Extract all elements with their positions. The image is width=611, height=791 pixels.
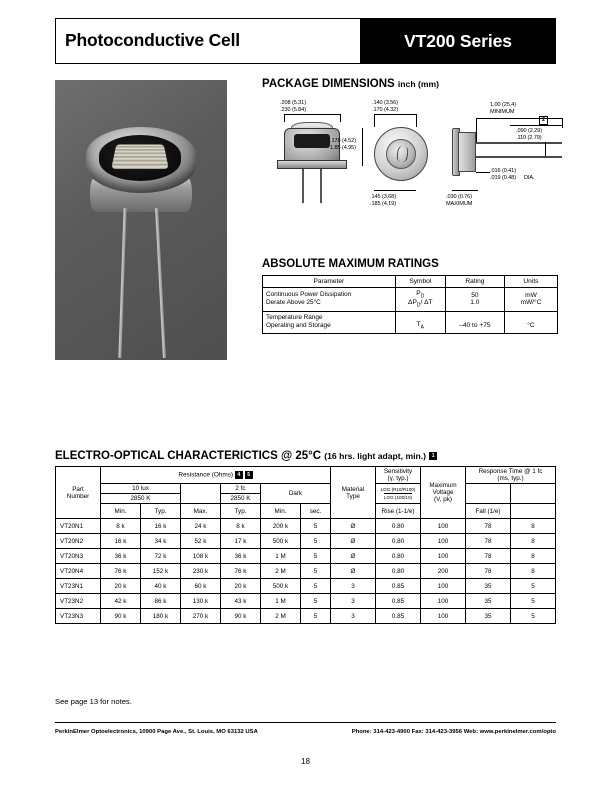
dim-label-lead-dia-1: .016 (0.41) bbox=[490, 168, 516, 174]
eoc-cell-typ2fc: 76 k bbox=[221, 564, 261, 579]
eoc-cell-material: 3 bbox=[331, 594, 376, 609]
eoc-cell-gamma: 0.80 bbox=[376, 549, 421, 564]
eoc-cell-typ10: 40 k bbox=[141, 579, 181, 594]
eoc-header-2fc-line1: 2 fc bbox=[235, 485, 246, 492]
table-row bbox=[56, 594, 556, 609]
eoc-cell-typ10: 152 k bbox=[141, 564, 181, 579]
abs-max-units-power-line2: mW/°C bbox=[520, 299, 542, 307]
pkg-lead-pin-b bbox=[320, 169, 322, 203]
dim-label-length-1: 1.00 (25.4) bbox=[490, 102, 516, 108]
eoc-header-material-line2: Type bbox=[346, 492, 360, 500]
abs-max-header-symbol: Symbol bbox=[395, 276, 445, 288]
footer-divider bbox=[55, 722, 556, 723]
eoc-header-part-line1: Part bbox=[72, 485, 84, 493]
eoc-cell-min10: 20 k bbox=[101, 579, 141, 594]
eoc-header-resistance bbox=[101, 467, 331, 484]
eoc-cell-voltage: 100 bbox=[421, 549, 466, 564]
pkg-side-lead-b bbox=[476, 156, 562, 158]
page-footer bbox=[55, 729, 556, 735]
eoc-header-part bbox=[56, 467, 101, 519]
eoc-header-response-spacer bbox=[466, 484, 511, 504]
eoc-cell-rise: 35 bbox=[466, 594, 511, 609]
abs-max-param-temp bbox=[263, 311, 396, 333]
eoc-sub-header-row bbox=[56, 484, 556, 494]
footer-address: PerkinElmer Optoelectronics, 10900 Page Ave., St. Louis, MO 63132 USA bbox=[55, 729, 258, 735]
eoc-cell-darkmin: 500 k bbox=[261, 534, 301, 549]
eoc-col-header-max10: Max. bbox=[181, 504, 221, 519]
abs-max-symbol-power-line1: $P_D$ bbox=[416, 290, 425, 300]
eoc-cell-part: VT20N4 bbox=[56, 564, 101, 579]
eoc-cell-rise: 78 bbox=[466, 549, 511, 564]
package-note-marker: 2 bbox=[539, 116, 548, 125]
dim-label-bottom-1: .145 (3.68) bbox=[370, 194, 396, 200]
page-number: 18 bbox=[301, 757, 310, 766]
abs-max-table bbox=[262, 275, 558, 334]
eoc-cell-typ2fc: 90 k bbox=[221, 609, 261, 624]
dim-line-bottom-right bbox=[452, 190, 478, 191]
eoc-cell-typ2fc: 8 k bbox=[221, 519, 261, 534]
abs-max-units-power bbox=[504, 288, 557, 312]
eoc-cell-part: VT23N2 bbox=[56, 594, 101, 609]
eoc-header-maxvoltage bbox=[421, 467, 466, 519]
abs-max-row-temp bbox=[263, 311, 558, 333]
eoc-cell-voltage: 100 bbox=[421, 579, 466, 594]
eoc-cell-min10: 42 k bbox=[101, 594, 141, 609]
page-title: Photoconductive Cell bbox=[65, 30, 240, 50]
eoc-header-maxvoltage-line3: (V, pk) bbox=[434, 496, 452, 503]
dim-line-spacing-ext bbox=[510, 125, 562, 126]
eoc-cell-typ10: 34 k bbox=[141, 534, 181, 549]
page-header bbox=[55, 18, 556, 64]
eoc-cell-darksec: 5 bbox=[301, 549, 331, 564]
eoc-header-resistance-text: Resistance (Ohms) bbox=[178, 471, 234, 479]
pkg-leads-left bbox=[298, 169, 326, 203]
eoc-cell-material: Ø bbox=[331, 519, 376, 534]
eoc-header-sensitivity-line1: Sensitivity bbox=[383, 468, 413, 475]
eoc-header-10lux-line1: 10 lux bbox=[132, 485, 149, 492]
abs-max-units-temp-line1: °C bbox=[527, 321, 535, 329]
dim-line-top-mid bbox=[374, 114, 416, 115]
eoc-header-2fc-temp bbox=[221, 494, 261, 504]
abs-max-header-parameter: Parameter bbox=[263, 276, 396, 288]
eoc-header-dark-text: Dark bbox=[288, 490, 303, 497]
eoc-cell-rise: 78 bbox=[466, 519, 511, 534]
eoc-cell-darksec: 5 bbox=[301, 579, 331, 594]
eoc-cell-fall: 8 bbox=[511, 564, 556, 579]
eoc-cell-material: Ø bbox=[331, 549, 376, 564]
dim-label-bottom-2: .185 (4.19) bbox=[370, 201, 396, 207]
dim-label-spacing-1: .090 (2.29) bbox=[516, 128, 542, 134]
pkg-lead-pin-a bbox=[302, 169, 304, 203]
dim-label-top-left-1: .208 (5.31) bbox=[280, 100, 306, 106]
eoc-cell-rise: 78 bbox=[466, 564, 511, 579]
pkg-flange bbox=[277, 160, 347, 169]
eoc-header-response-line1: Response Time @ 1 fc bbox=[478, 468, 543, 475]
dim-label-lead-dia-2: .019 (0.48) bbox=[490, 175, 516, 181]
photo-lead-1 bbox=[118, 208, 126, 358]
pkg-can-window bbox=[294, 134, 330, 148]
eoc-col-header-darkmin: Min. bbox=[261, 504, 301, 519]
abs-max-table-wrap bbox=[262, 275, 558, 334]
eoc-title-sub: (16 hrs. light adapt, min.) bbox=[324, 451, 426, 461]
series-name: VT200 Series bbox=[404, 31, 512, 51]
eoc-cell-darksec: 5 bbox=[301, 564, 331, 579]
abs-max-rating-temp bbox=[445, 311, 504, 333]
package-dimensions-units: inch (mm) bbox=[397, 79, 439, 89]
dim-line-top-left bbox=[284, 114, 340, 115]
dim-label-height-1: .178 (4.52) bbox=[330, 138, 356, 144]
eoc-cell-min10: 36 k bbox=[101, 549, 141, 564]
dim-tick-mid-2 bbox=[416, 114, 417, 127]
dim-tick-mid-1 bbox=[374, 114, 375, 127]
eoc-cell-gamma: 0.85 bbox=[376, 594, 421, 609]
eoc-cell-darksec: 5 bbox=[301, 519, 331, 534]
eoc-cell-fall: 5 bbox=[511, 579, 556, 594]
eoc-cell-material: 3 bbox=[331, 609, 376, 624]
eoc-header-part-line2: Number bbox=[66, 492, 90, 500]
eoc-cell-typ2fc: 43 k bbox=[221, 594, 261, 609]
notes-reference: See page 13 for notes. bbox=[55, 697, 132, 706]
eoc-header-response-spacer2 bbox=[511, 484, 556, 504]
abs-max-units-temp bbox=[504, 311, 557, 333]
dim-line-bottom-left bbox=[374, 190, 416, 191]
dim-label-top-mid-2: .170 (4.32) bbox=[372, 107, 398, 113]
eoc-cell-fall: 5 bbox=[511, 609, 556, 624]
pkg-side-body bbox=[458, 132, 476, 172]
table-row bbox=[56, 519, 556, 534]
eoc-table bbox=[55, 466, 556, 624]
abs-max-param-power bbox=[263, 288, 396, 312]
abs-max-rating-power-line1: 50 bbox=[471, 292, 479, 300]
eoc-col-header-rise: Rise (1-1/e) bbox=[376, 504, 421, 519]
abs-max-symbol-power bbox=[395, 288, 445, 312]
dim-tick-left-1 bbox=[284, 114, 285, 122]
eoc-header-response-line2: (ms, typ.) bbox=[497, 475, 524, 482]
eoc-cell-darkmin: 200 k bbox=[261, 519, 301, 534]
dim-line-length bbox=[476, 118, 562, 119]
eoc-header-dark bbox=[261, 484, 331, 504]
eoc-cell-min10: 76 k bbox=[101, 564, 141, 579]
abs-max-param-temp-line2: Operating and Storage bbox=[266, 322, 331, 330]
abs-max-symbol-power-line2: $\Delta P_D/$ ΔT bbox=[408, 299, 433, 309]
eoc-header-10lux bbox=[101, 484, 181, 494]
eoc-col-header-darksec: sec. bbox=[301, 504, 331, 519]
eoc-cell-max10: 24 k bbox=[181, 519, 221, 534]
dim-tick-len-1 bbox=[476, 118, 477, 142]
eoc-table-wrap bbox=[55, 466, 556, 624]
eoc-header-2fc bbox=[221, 484, 261, 494]
eoc-cell-fall: 8 bbox=[511, 519, 556, 534]
eoc-cell-darkmin: 500 k bbox=[261, 579, 301, 594]
eoc-cell-typ2fc: 17 k bbox=[221, 534, 261, 549]
eoc-cell-darkmin: 2 M bbox=[261, 564, 301, 579]
eoc-cell-typ10: 180 k bbox=[141, 609, 181, 624]
abs-max-symbol-temp-line1: $T_A$ bbox=[416, 320, 424, 330]
eoc-col-header-min10: Min. bbox=[101, 504, 141, 519]
eoc-cell-darksec: 5 bbox=[301, 609, 331, 624]
table-row bbox=[56, 534, 556, 549]
dim-label-height-2: 1.85 (4.95) bbox=[330, 145, 356, 151]
eoc-cell-gamma: 0.80 bbox=[376, 564, 421, 579]
eoc-cell-fall: 8 bbox=[511, 549, 556, 564]
eoc-header-resistance-marker-4: 4 bbox=[235, 471, 243, 479]
eoc-cell-part: VT20N3 bbox=[56, 549, 101, 564]
dim-label-spacing-2: .110 (2.79) bbox=[516, 135, 542, 141]
eoc-cell-min10: 16 k bbox=[101, 534, 141, 549]
eoc-cell-typ2fc: 36 k bbox=[221, 549, 261, 564]
eoc-cell-darkmin: 1 M bbox=[261, 549, 301, 564]
eoc-header-resistance-marker-5: 5 bbox=[245, 471, 253, 479]
eoc-header-material-line1: Material bbox=[341, 485, 365, 493]
eoc-col-header-typ10: Typ. bbox=[141, 504, 181, 519]
eoc-cell-gamma: 0.80 bbox=[376, 534, 421, 549]
eoc-cell-typ10: 16 k bbox=[141, 519, 181, 534]
eoc-title-text: ELECTRO-OPTICAL CHARACTERICTICS @ 25°C bbox=[55, 450, 322, 462]
abs-max-units-power-line1: mW bbox=[525, 292, 537, 300]
eoc-header-gamma-line2: LOG (100/10) bbox=[383, 494, 413, 500]
dim-line-height bbox=[362, 128, 363, 166]
eoc-cell-voltage: 100 bbox=[421, 534, 466, 549]
eoc-header-10lux-temp bbox=[101, 494, 181, 504]
eoc-cell-part: VT20N2 bbox=[56, 534, 101, 549]
eoc-cell-voltage: 100 bbox=[421, 609, 466, 624]
eoc-cell-darkmin: 2 M bbox=[261, 609, 301, 624]
product-photo bbox=[55, 80, 227, 360]
abs-max-title: ABSOLUTE MAXIMUM RATINGS bbox=[262, 258, 439, 270]
eoc-group-header-row bbox=[56, 467, 556, 484]
abs-max-rating-power bbox=[445, 288, 504, 312]
eoc-header-maxvoltage-line2: Voltage bbox=[432, 489, 454, 496]
abs-max-row-power bbox=[263, 288, 558, 312]
eoc-col-header-fall: Fall (1/e) bbox=[466, 504, 511, 519]
dim-label-length-2: MINIMUM bbox=[490, 109, 515, 115]
eoc-cell-gamma: 0.85 bbox=[376, 609, 421, 624]
eoc-cell-max10: 108 k bbox=[181, 549, 221, 564]
eoc-header-gamma-formula bbox=[376, 484, 421, 504]
table-row bbox=[56, 549, 556, 564]
dim-label-bottom-3: .030 (0.76) bbox=[446, 194, 472, 200]
footer-contact: Phone: 314-423-4900 Fax: 314-423-3956 Web: www.perkinelmer.com/opto bbox=[351, 729, 556, 735]
eoc-cell-typ2fc: 20 k bbox=[221, 579, 261, 594]
eoc-cell-typ10: 86 k bbox=[141, 594, 181, 609]
table-row bbox=[56, 609, 556, 624]
eoc-col-header-row bbox=[56, 504, 556, 519]
eoc-cell-part: VT23N1 bbox=[56, 579, 101, 594]
eoc-header-material bbox=[331, 467, 376, 519]
eoc-header-gamma-line1: LOG (R10/R100) bbox=[380, 487, 416, 493]
eoc-header-maxvoltage-line1: Maximum bbox=[429, 482, 457, 489]
abs-max-header-row bbox=[263, 276, 558, 288]
eoc-cell-max10: 230 k bbox=[181, 564, 221, 579]
eoc-cell-max10: 270 k bbox=[181, 609, 221, 624]
abs-max-rating-temp-line1: –40 to +75 bbox=[459, 321, 491, 329]
eoc-cell-voltage: 100 bbox=[421, 594, 466, 609]
photo-lead-2 bbox=[155, 208, 166, 358]
abs-max-rating-power-line2: 1.0 bbox=[470, 299, 480, 307]
eoc-cell-fall: 5 bbox=[511, 594, 556, 609]
dim-label-bottom-4: MAXIMUM bbox=[446, 201, 473, 207]
abs-max-param-power-line1: Continuous Power Dissipation bbox=[266, 290, 352, 298]
dim-tick-len-2 bbox=[562, 118, 563, 128]
eoc-cell-voltage: 200 bbox=[421, 564, 466, 579]
pkg-round-view bbox=[374, 127, 428, 181]
eoc-cell-voltage: 100 bbox=[421, 519, 466, 534]
eoc-cell-darksec: 5 bbox=[301, 594, 331, 609]
eoc-cell-rise: 35 bbox=[466, 579, 511, 594]
eoc-header-2fc-line2: 2850 K bbox=[230, 495, 251, 502]
dim-line-lead-dia bbox=[476, 172, 490, 173]
photo-cell-face bbox=[111, 144, 169, 169]
eoc-cell-typ10: 72 k bbox=[141, 549, 181, 564]
eoc-cell-rise: 78 bbox=[466, 534, 511, 549]
eoc-cell-max10: 60 k bbox=[181, 579, 221, 594]
package-dimensions-title-text: PACKAGE DIMENSIONS bbox=[262, 78, 395, 90]
table-row bbox=[56, 564, 556, 579]
eoc-cell-material: Ø bbox=[331, 534, 376, 549]
eoc-cell-fall: 8 bbox=[511, 534, 556, 549]
header-right-box bbox=[360, 18, 556, 64]
dim-label-top-mid-1: .140 (3.56) bbox=[372, 100, 398, 106]
eoc-col-header-typ2fc: Typ. bbox=[221, 504, 261, 519]
eoc-cell-material: Ø bbox=[331, 564, 376, 579]
eoc-cell-part: VT20N1 bbox=[56, 519, 101, 534]
eoc-cell-part: VT23N3 bbox=[56, 609, 101, 624]
abs-max-header-rating: Rating bbox=[445, 276, 504, 288]
eoc-cell-darkmin: 1 M bbox=[261, 594, 301, 609]
eoc-cell-gamma: 0.80 bbox=[376, 519, 421, 534]
eoc-cell-max10: 130 k bbox=[181, 594, 221, 609]
eoc-cell-material: 3 bbox=[331, 579, 376, 594]
eoc-header-sensitivity-line2: (γ, typ.) bbox=[387, 475, 409, 482]
eoc-title bbox=[55, 450, 437, 462]
eoc-cell-min10: 8 k bbox=[101, 519, 141, 534]
eoc-cell-max10: 52 k bbox=[181, 534, 221, 549]
pkg-side-lead-a bbox=[476, 142, 562, 144]
eoc-header-response bbox=[466, 467, 556, 484]
package-drawing bbox=[262, 94, 558, 230]
eoc-header-sensitivity bbox=[376, 467, 421, 484]
abs-max-param-power-line2: Derate Above 25°C bbox=[266, 299, 321, 307]
eoc-cell-gamma: 0.85 bbox=[376, 579, 421, 594]
eoc-header-10lux-line2: 2850 K bbox=[130, 495, 151, 502]
abs-max-symbol-temp bbox=[395, 311, 445, 333]
dim-label-lead-dia-3: DIA. bbox=[524, 175, 535, 181]
table-row bbox=[56, 579, 556, 594]
eoc-header-10lux-spacer bbox=[181, 484, 221, 504]
dim-label-top-left-2: .230 (5.84) bbox=[280, 107, 306, 113]
dim-tick-left-2 bbox=[340, 114, 341, 122]
package-dimensions-title bbox=[262, 78, 439, 90]
abs-max-header-units: Units bbox=[504, 276, 557, 288]
dim-line-spacing bbox=[545, 142, 546, 156]
abs-max-param-temp-line1: Temperature Range bbox=[266, 313, 323, 321]
eoc-table-body bbox=[56, 519, 556, 624]
eoc-cell-rise: 35 bbox=[466, 609, 511, 624]
eoc-cell-min10: 90 k bbox=[101, 609, 141, 624]
eoc-cell-darksec: 5 bbox=[301, 534, 331, 549]
eoc-title-marker: 1 bbox=[429, 452, 437, 460]
